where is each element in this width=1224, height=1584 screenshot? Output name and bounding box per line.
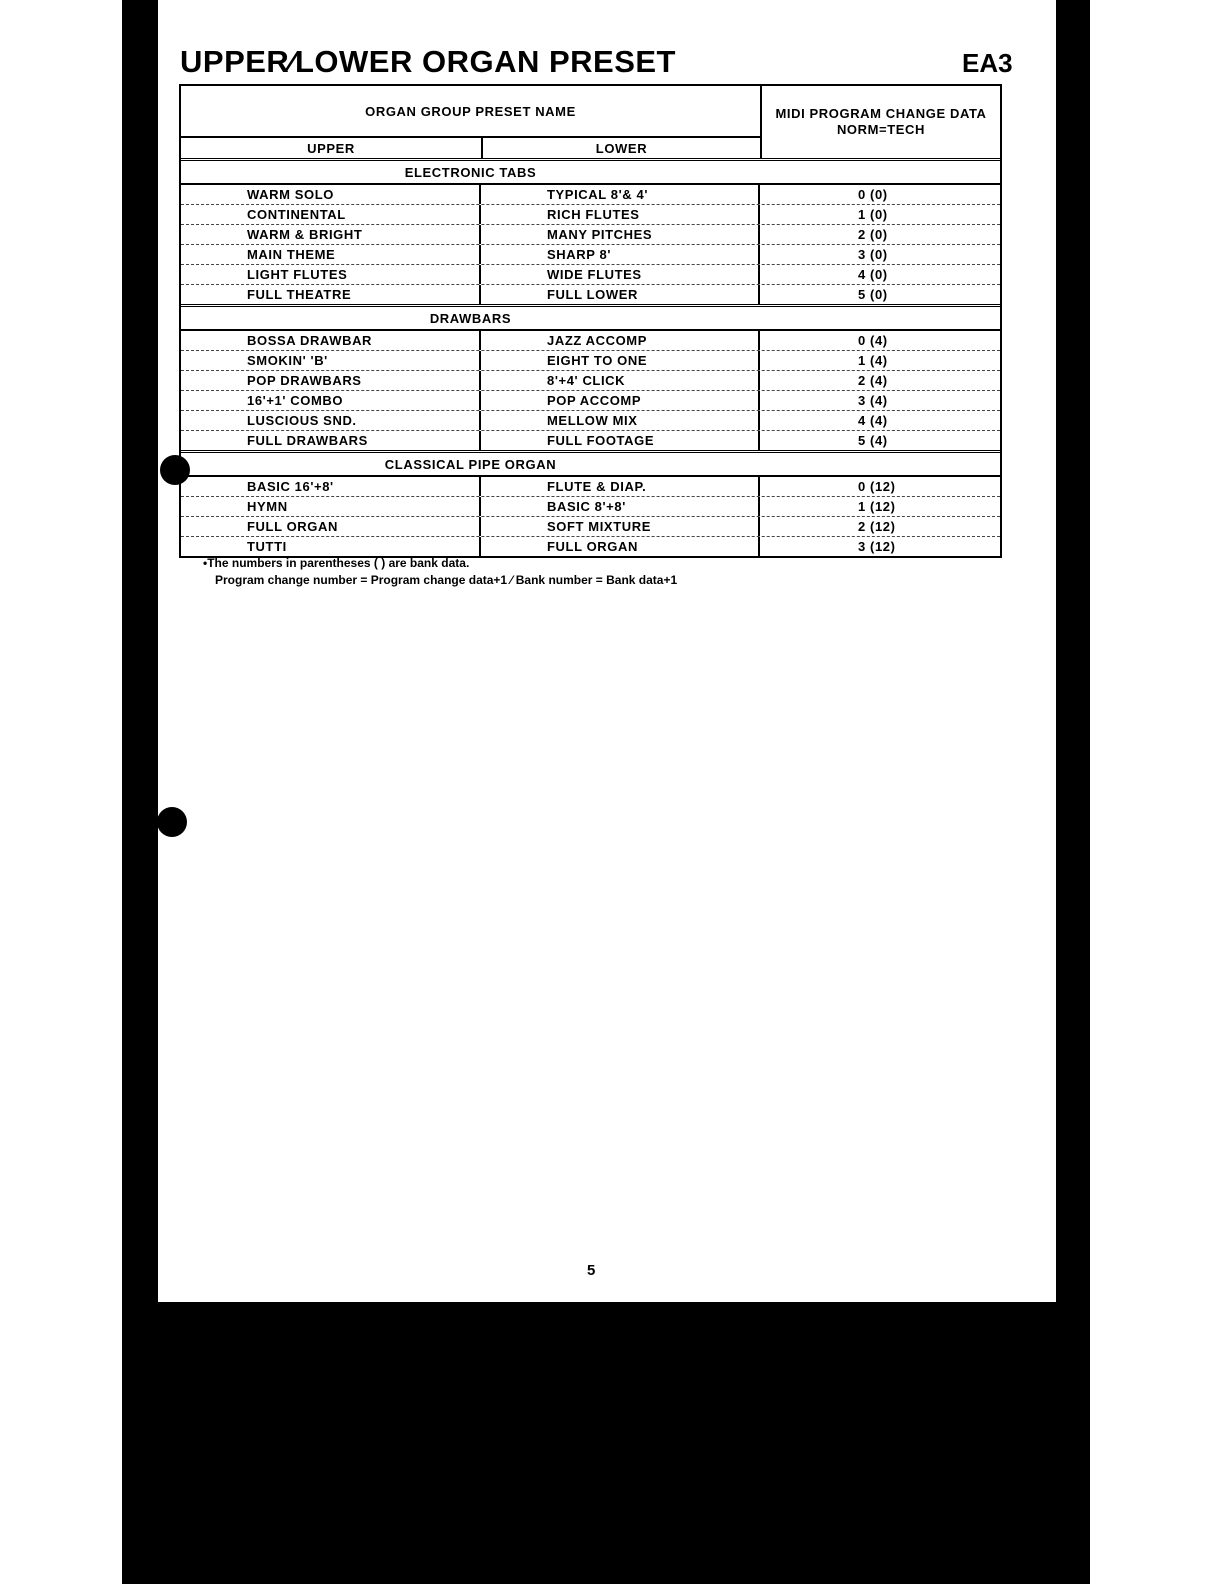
- lower-cell: 8'+4' CLICK: [481, 371, 760, 390]
- upper-cell: 16'+1' COMBO: [181, 391, 481, 410]
- upper-cell: HYMN: [181, 497, 481, 516]
- table-row: [181, 497, 1000, 517]
- table-header: [181, 86, 1000, 161]
- midi-cell: 3 (12): [858, 539, 896, 554]
- midi-cell: 5 (0): [858, 287, 888, 302]
- upper-cell: FULL DRAWBARS: [181, 431, 481, 450]
- midi-cell: 1 (4): [858, 353, 888, 368]
- table-row: [181, 265, 1000, 285]
- section-title: ELECTRONIC TABS: [404, 164, 537, 180]
- midi-cell: 3 (4): [858, 393, 888, 408]
- header-upper: UPPER: [181, 138, 483, 158]
- midi-cell: 2 (0): [858, 227, 888, 242]
- upper-cell: WARM & BRIGHT: [181, 225, 481, 244]
- upper-cell: CONTINENTAL: [181, 205, 481, 224]
- upper-cell: POP DRAWBARS: [181, 371, 481, 390]
- midi-cell: 0 (12): [858, 479, 896, 494]
- upper-cell: SMOKIN' 'B': [181, 351, 481, 370]
- footnote-line1: •The numbers in parentheses ( ) are bank data.: [203, 556, 470, 570]
- midi-cell: 4 (4): [858, 413, 888, 428]
- footnote-line2: Program change number = Program change data+1 ⁄ Bank number = Bank data+1: [215, 573, 678, 587]
- page-number: 5: [587, 1262, 596, 1279]
- table-section: [181, 453, 1000, 556]
- lower-cell: WIDE FLUTES: [481, 265, 760, 284]
- lower-cell: SOFT MIXTURE: [481, 517, 760, 536]
- page-code: EA3: [962, 48, 1013, 78]
- table-row: [181, 245, 1000, 265]
- lower-cell: MANY PITCHES: [481, 225, 760, 244]
- upper-cell: FULL ORGAN: [181, 517, 481, 536]
- header-lower: LOWER: [595, 140, 648, 156]
- lower-cell: FULL FOOTAGE: [481, 431, 760, 450]
- scan-border-bottom: [122, 1302, 1090, 1584]
- lower-cell: FULL LOWER: [481, 285, 760, 304]
- table-row: [181, 517, 1000, 537]
- lower-cell: BASIC 8'+8': [481, 497, 760, 516]
- preset-table: [179, 84, 1002, 558]
- table-row: [181, 331, 1000, 351]
- header-midi-line1: MIDI PROGRAM CHANGE DATA: [775, 106, 987, 121]
- table-body: [181, 161, 1000, 556]
- header-group: ORGAN GROUP PRESET NAME: [181, 86, 760, 138]
- lower-cell: POP ACCOMP: [481, 391, 760, 410]
- table-row: [181, 391, 1000, 411]
- lower-cell: EIGHT TO ONE: [481, 351, 760, 370]
- midi-cell: 2 (4): [858, 373, 888, 388]
- midi-cell: 4 (0): [858, 267, 888, 282]
- lower-cell: FLUTE & DIAP.: [481, 477, 760, 496]
- page-title: UPPER⁄LOWER ORGAN PRESET: [180, 44, 676, 79]
- table-row: [181, 185, 1000, 205]
- table-row: [181, 225, 1000, 245]
- table-section: [181, 161, 1000, 307]
- punch-hole: [157, 807, 187, 837]
- midi-cell: 1 (12): [858, 499, 896, 514]
- footnote: [203, 555, 677, 589]
- upper-cell: TUTTI: [181, 537, 481, 556]
- midi-cell: 0 (0): [858, 187, 888, 202]
- upper-cell: LIGHT FLUTES: [181, 265, 481, 284]
- table-row: [181, 205, 1000, 225]
- table-row: [181, 537, 1000, 556]
- table-section: [181, 307, 1000, 453]
- scan-border-left: [122, 0, 158, 1304]
- scan-border-right: [1056, 0, 1090, 1304]
- midi-cell: 5 (4): [858, 433, 888, 448]
- lower-cell: SHARP 8': [481, 245, 760, 264]
- midi-cell: 1 (0): [858, 207, 888, 222]
- lower-cell: RICH FLUTES: [481, 205, 760, 224]
- upper-cell: BASIC 16'+8': [181, 477, 481, 496]
- upper-cell: LUSCIOUS SND.: [181, 411, 481, 430]
- header-midi-line2: NORM=TECH: [836, 122, 926, 137]
- section-title: CLASSICAL PIPE ORGAN: [384, 456, 557, 472]
- table-row: [181, 477, 1000, 497]
- midi-cell: 3 (0): [858, 247, 888, 262]
- table-row: [181, 411, 1000, 431]
- lower-cell: MELLOW MIX: [481, 411, 760, 430]
- upper-cell: MAIN THEME: [181, 245, 481, 264]
- midi-cell: 2 (12): [858, 519, 896, 534]
- upper-cell: WARM SOLO: [181, 185, 481, 204]
- upper-cell: BOSSA DRAWBAR: [181, 331, 481, 350]
- upper-cell: FULL THEATRE: [181, 285, 481, 304]
- lower-cell: TYPICAL 8'& 4': [481, 185, 760, 204]
- table-row: [181, 431, 1000, 450]
- section-title: DRAWBARS: [429, 310, 512, 326]
- midi-cell: 0 (4): [858, 333, 888, 348]
- table-row: [181, 285, 1000, 304]
- header-midi: [762, 86, 1000, 158]
- table-row: [181, 351, 1000, 371]
- lower-cell: JAZZ ACCOMP: [481, 331, 760, 350]
- table-row: [181, 371, 1000, 391]
- lower-cell: FULL ORGAN: [481, 537, 760, 556]
